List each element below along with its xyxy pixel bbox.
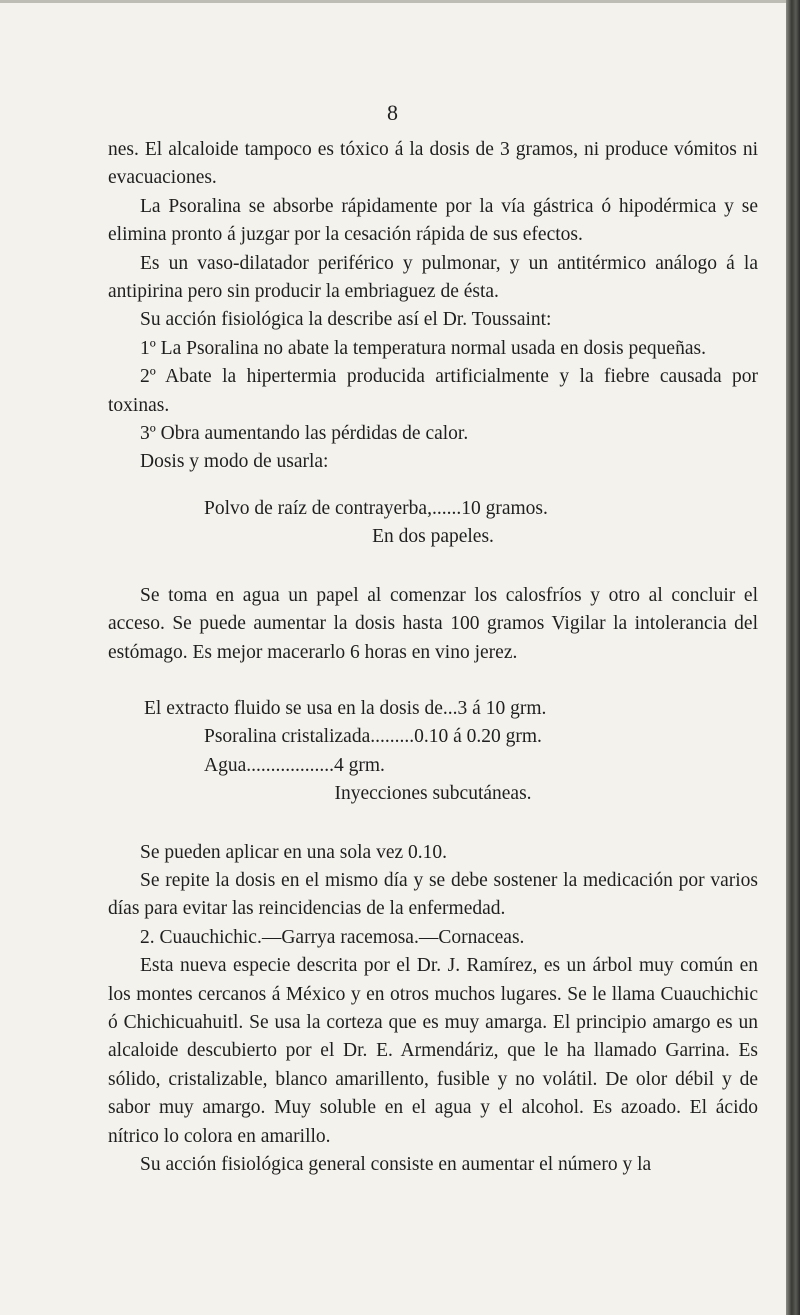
paragraph-repeat-dose: Se repite la dosis en el mismo día y se debe sostener la medicación por varios días para evitar las reincidencias de la enfermedad. <box>108 869 758 920</box>
formula-ingredient: Psoralina cristalizada......... <box>204 726 415 748</box>
page-number: 8 <box>387 100 399 125</box>
formula-instruction: Inyecciones subcutáneas. <box>334 783 532 805</box>
paragraph-species-description: Esta nueva especie descrita por el Dr. J. Ramírez, es un árbol muy común en los montes cercanos á México y en otros muchos lugares. Se le llama Cuauchichic ó Chichicuahuitl. Se usa la corteza que es muy amarga. El principio amargo es un alcaloide descubierto por el Dr. E. Armendáriz, que le ha llamado Garrina. Es sólido, cristalizable, blanco amarillento, fusible y no volátil. De olor débil y de sabor muy amargo. Muy soluble en el agua y el alcohol. Es azoado. El ácido nítrico lo colora en amarillo. <box>108 955 758 1147</box>
formula-line <box>204 723 758 751</box>
paragraph-general-action: Su acción fisiológica general consiste en aumentar el número y la <box>140 1154 652 1175</box>
formula-ingredient: Agua.................. <box>204 754 334 776</box>
section-heading-cuauchichic: 2. Cuauchichic.—Garrya racemosa.—Cornaceas. <box>140 926 525 948</box>
paragraph-continuation: nes. El alcaloide tampoco es tóxico á la dosis de 3 gramos, ni produce vómitos ni evacuaciones. <box>108 139 758 189</box>
list-item-1: 1º La Psoralina no abate la temperatura normal usada en dosis pequeñas. <box>140 337 706 359</box>
paragraph-physiological-action: Su acción fisiológica la describe así el Dr. Toussaint: <box>140 309 552 331</box>
formula-quantity: 4 grm. <box>334 754 385 776</box>
page-body <box>108 136 758 1179</box>
formula-quantity: 0.10 á 0.20 grm. <box>414 726 542 748</box>
formula-instruction: En dos papeles. <box>372 526 494 548</box>
formula-quantity: 10 gramos. <box>461 497 548 519</box>
dosage-heading: Dosis y modo de usarla: <box>140 451 329 473</box>
formula-ingredient: Polvo de raíz de contrayerba,...... <box>204 497 462 519</box>
paragraph-absorption: La Psoralina se absorbe rápidamente por la vía gástrica ó hipodérmica y se elimina pronto á juzgar por la cesación rápida de sus efectos. <box>108 195 758 246</box>
formula-quantity: 3 á 10 grm. <box>457 697 547 719</box>
formula-line <box>204 495 758 523</box>
list-item-3: 3º Obra aumentando las pérdidas de calor. <box>140 423 469 445</box>
paragraph-vasodilator: Es un vaso-dilatador periférico y pulmonar, y un antitérmico análogo á la antipirina pero sin producir la embriaguez de ésta. <box>108 252 758 303</box>
top-border <box>0 0 786 3</box>
paragraph-single-dose: Se pueden aplicar en una sola vez 0.10. <box>140 841 448 863</box>
formula-extract <box>108 695 758 809</box>
page-edge-shadow <box>786 0 800 1315</box>
formula-powder <box>108 495 758 552</box>
paragraph-administration: Se toma en agua un papel al comenzar los calosfríos y otro al concluir el acceso. Se puede aumentar la dosis hasta 100 gramos Vigilar la intolerancia del estómago. Es mejor macerarlo 6 horas en vino jerez. <box>108 584 758 663</box>
formula-line <box>204 752 758 780</box>
formula-line <box>144 695 758 723</box>
formula-ingredient: El extracto fluido se usa en la dosis de... <box>144 697 458 719</box>
list-item-2: 2º Abate la hipertermia producida artificialmente y la fiebre causada por toxinas. <box>108 366 758 416</box>
